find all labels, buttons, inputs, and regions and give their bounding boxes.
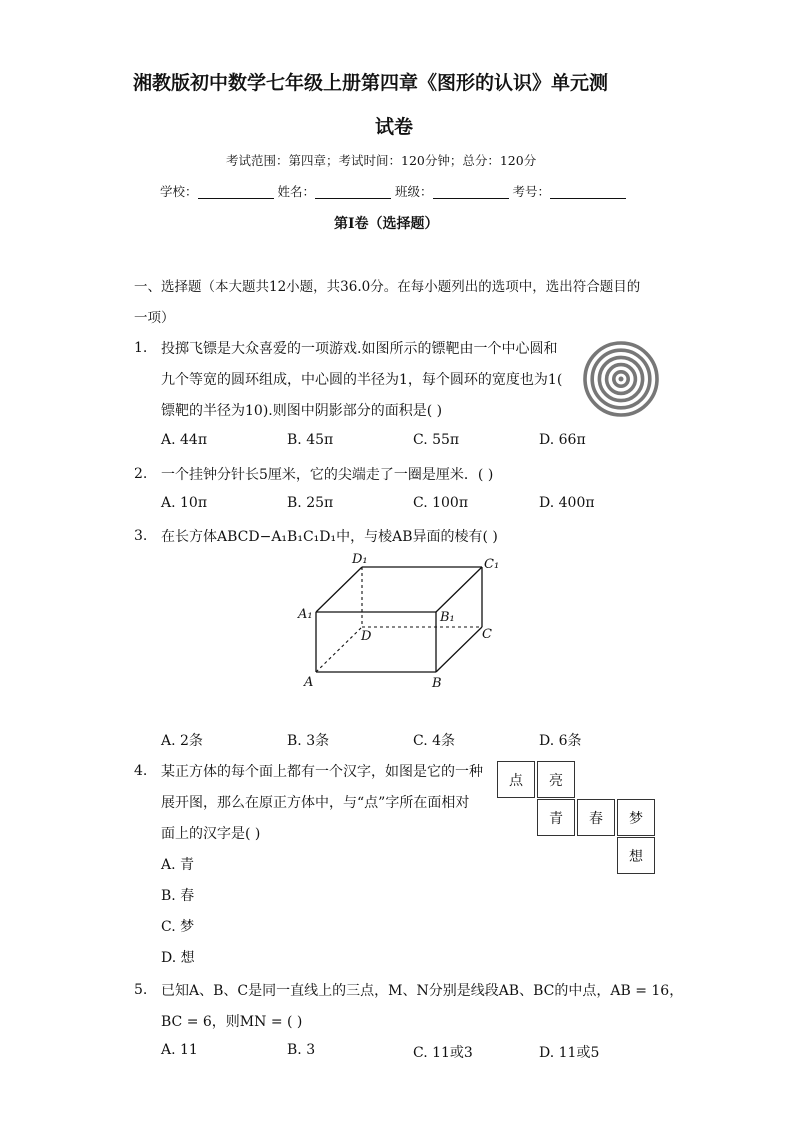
section-heading-line2: 一项） [134, 310, 175, 326]
question-number: 5. [134, 982, 148, 998]
option-d[interactable]: D. 66π [539, 432, 586, 448]
class-label: 班级： [395, 184, 433, 199]
dartboard-figure [582, 340, 660, 418]
question-text: 九个等宽的圆环组成，中心圆的半径为1，每个圆环的宽度也为1( [161, 372, 563, 388]
school-label: 学校： [160, 184, 198, 199]
question-number: 2. [134, 466, 148, 482]
net-cell: 点 [497, 761, 535, 798]
question-number: 4. [134, 763, 148, 779]
volume-heading: 第I卷（选择题） [334, 216, 439, 232]
net-cell: 想 [617, 837, 655, 874]
question-text: 已知A、B、C是同一直线上的三点，M、N分别是线段AB、BC的中点，AB = 16， [161, 983, 684, 999]
question-text: 在长方体ABCD−A₁B₁C₁D₁中，与棱AB异面的棱有( ) [161, 529, 498, 545]
label-c: C [482, 627, 492, 642]
label-d1: D₁ [352, 552, 368, 567]
question-number: 3. [134, 528, 148, 544]
option-b[interactable]: B. 3 [287, 1042, 316, 1058]
question-number: 1. [134, 340, 148, 356]
school-blank[interactable] [198, 184, 274, 199]
number-blank[interactable] [550, 184, 626, 199]
option-a[interactable]: A. 10π [161, 495, 208, 511]
question-text: 一个挂钟分针长5厘米，它的尖端走了一圈是厘米．( ) [161, 467, 494, 483]
option-b[interactable]: B. 春 [161, 888, 195, 904]
number-label: 考号： [512, 184, 551, 199]
option-c[interactable]: C. 梦 [161, 919, 195, 935]
option-b[interactable]: B. 25π [287, 495, 334, 511]
option-c[interactable]: C. 11或3 [413, 1045, 473, 1061]
option-a[interactable]: A. 青 [161, 857, 195, 873]
label-d: D [361, 629, 372, 644]
class-blank[interactable] [433, 184, 509, 199]
net-cell: 亮 [537, 761, 575, 798]
question-text: BC = 6，则MN = ( ) [161, 1014, 303, 1030]
option-d[interactable]: D. 想 [161, 950, 195, 966]
label-a1: A₁ [298, 607, 313, 622]
name-blank[interactable] [315, 184, 391, 199]
section-heading-line1: 一、选择题（本大题共12小题，共36.0分。在每小题列出的选项中，选出符合题目的 [134, 279, 641, 295]
label-b1: B₁ [440, 610, 455, 625]
option-c[interactable]: C. 100π [413, 495, 469, 511]
option-c[interactable]: C. 4条 [413, 733, 456, 749]
option-b[interactable]: B. 3条 [287, 733, 330, 749]
name-label: 姓名： [277, 184, 316, 199]
label-a: A [304, 675, 314, 690]
option-d[interactable]: D. 6条 [539, 733, 582, 749]
question-text: 投掷飞镖是大众喜爱的一项游戏.如图所示的镖靶由一个中心圆和 [161, 341, 558, 357]
label-b: B [432, 676, 442, 691]
question-text: 面上的汉字是( ) [161, 826, 261, 842]
option-a[interactable]: A. 44π [161, 432, 208, 448]
exam-info: 考试范围：第四章；考试时间：120分钟；总分：120分 [226, 153, 537, 168]
option-a[interactable]: A. 2条 [161, 733, 203, 749]
cuboid-figure [292, 550, 512, 695]
net-cell: 梦 [617, 799, 655, 836]
page-title-line1: 湘教版初中数学七年级上册第四章《图形的认识》单元测 [133, 72, 609, 94]
cube-net-figure [497, 761, 659, 877]
question-text: 某正方体的每个面上都有一个汉字，如图是它的一种 [161, 764, 483, 780]
page-title-line2: 试卷 [375, 116, 414, 138]
option-b[interactable]: B. 45π [287, 432, 334, 448]
question-text: 展开图，那么在原正方体中，与“点”字所在面相对 [161, 795, 470, 811]
option-d[interactable]: D. 11或5 [539, 1045, 600, 1061]
student-info-row [160, 182, 626, 200]
net-cell: 青 [537, 799, 575, 836]
question-text: 镖靶的半径为10).则图中阴影部分的面积是( ) [161, 403, 443, 419]
option-d[interactable]: D. 400π [539, 495, 595, 511]
net-cell: 春 [577, 799, 615, 836]
label-c1: C₁ [484, 557, 500, 572]
option-c[interactable]: C. 55π [413, 432, 460, 448]
option-a[interactable]: A. 11 [161, 1042, 198, 1058]
